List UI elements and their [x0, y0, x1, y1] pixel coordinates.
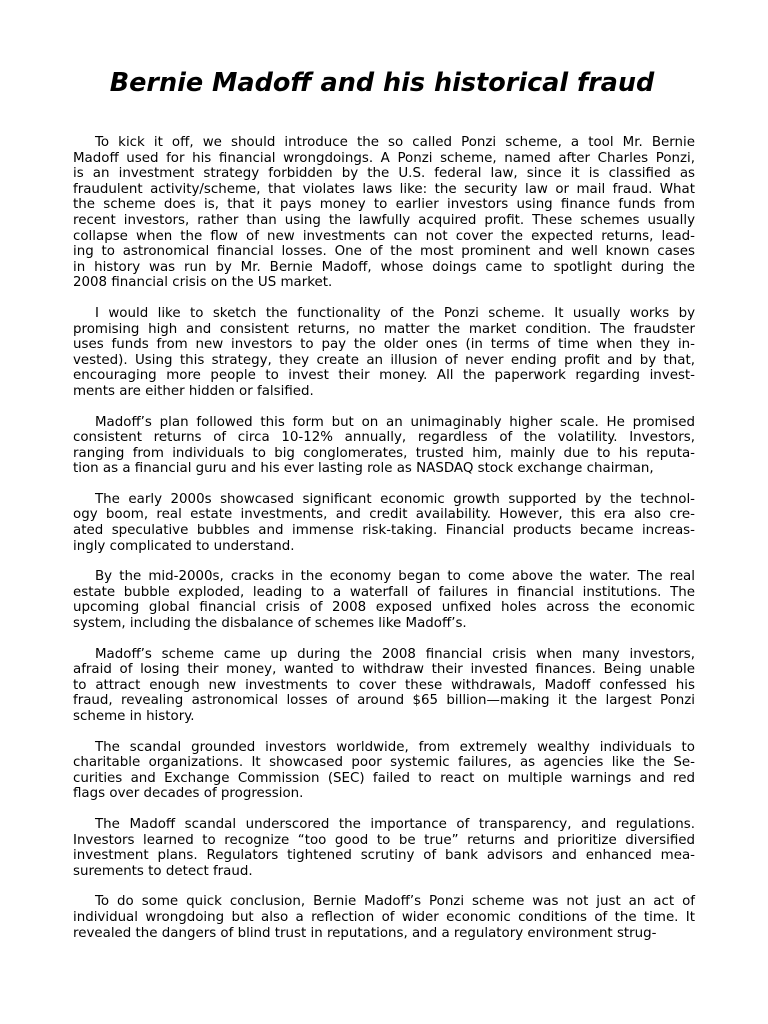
paragraph-line: ingly complicated to understand. [73, 538, 295, 554]
document-title: Bernie Madoff and his historical fraud [109, 68, 655, 98]
paragraph [73, 492, 695, 554]
paragraph-line: investment plans. Regulators tightened scrutiny of bank advisors and enhanced mea- [73, 848, 695, 864]
paragraph-line: system, including the disbalance of schemes like Madoff’s. [73, 616, 467, 632]
paragraph-line: flags over decades of progression. [73, 786, 304, 802]
paragraph [73, 306, 695, 400]
paragraph-line: fraud, revealing astronomical losses of around $65 billion—making it the largest Ponzi [73, 693, 695, 709]
paragraph-line: the scheme does is, that it pays money to earlier investors using finance funds from [73, 197, 695, 213]
paragraph-line: Investors learned to recognize “too good to be true” returns and prioritize diversified [73, 832, 695, 848]
paragraph-line: recent investors, rather than using the lawfully acquired profit. These schemes usually [73, 212, 695, 228]
paragraph-line: The scandal grounded investors worldwide, from extremely wealthy individuals to [95, 739, 695, 755]
paragraph-line: To do some quick conclusion, Bernie Madoff’s Ponzi scheme was not just an act of [95, 894, 695, 910]
paragraph-line: afraid of losing their money, wanted to withdraw their invested finances. Being unable [73, 662, 695, 678]
paragraph-line: upcoming global financial crisis of 2008 exposed unfixed holes across the economic [73, 600, 695, 616]
paragraph-line: individual wrongdoing but also a reflection of wider economic conditions of the time. It [73, 909, 695, 925]
paragraph-line: ranging from individuals to big conglomerates, trusted him, mainly due to his reputa- [73, 445, 695, 461]
paragraph-line: vested). Using this strategy, they create an illusion of never ending profit and by that, [73, 352, 695, 368]
paragraph [73, 569, 695, 631]
paragraph-line: The early 2000s showcased significant economic growth supported by the technol- [95, 491, 695, 507]
paragraph-line: ing to astronomical financial losses. One of the most prominent and well known cases [73, 244, 695, 260]
paragraph [73, 740, 695, 802]
paragraph-line: consistent returns of circa 10-12% annually, regardless of the volatility. Investors, [73, 430, 695, 446]
paragraph-line: promising high and consistent returns, no matter the market condition. The fraudster [73, 321, 695, 337]
paragraph-line: ments are either hidden or falsified. [73, 383, 314, 399]
paragraph-line: scheme in history. [73, 709, 195, 724]
paragraph [73, 415, 695, 477]
paragraph-line: is an investment strategy forbidden by the U.S. federal law, since it is classified as [73, 166, 695, 182]
paragraph [73, 817, 695, 879]
paragraph-line: to attract enough new investments to cover these withdrawals, Madoff confessed his [73, 677, 695, 693]
paragraph-line: To kick it off, we should introduce the so called Ponzi scheme, a tool Mr. Bernie [95, 135, 695, 150]
paragraph-line: charitable organizations. It showcased poor systemic failures, as agencies like the Se- [73, 755, 695, 771]
paragraph-line: ated speculative bubbles and immense risk-taking. Financial products became increas- [73, 523, 695, 539]
paragraph [73, 135, 695, 291]
paragraph-line: Madoff’s scheme came up during the 2008 financial crisis when many investors, [95, 646, 695, 662]
paragraph-line: encouraging more people to invest their money. All the paperwork regarding invest- [73, 368, 695, 384]
paragraph-line: I would like to sketch the functionality of the Ponzi scheme. It usually works by [95, 305, 695, 321]
paragraph-line: Madoff used for his financial wrongdoings. A Ponzi scheme, named after Charles Ponzi, [73, 150, 695, 166]
paragraph-line: revealed the dangers of blind trust in reputations, and a regulatory environment strug- [73, 925, 657, 941]
paragraph-line: curities and Exchange Commission (SEC) failed to react on multiple warnings and red [73, 770, 695, 786]
paragraph-line: ogy boom, real estate investments, and credit availability. However, this era also cre- [73, 507, 695, 523]
paragraph-line: collapse when the flow of new investments can not cover the expected returns, lead- [73, 228, 695, 244]
paragraph-line: fraudulent activity/scheme, that violates laws like: the security law or mail fraud. What [73, 181, 695, 197]
paragraph-line: surements to detect fraud. [73, 863, 253, 879]
paragraph-line: By the mid-2000s, cracks in the economy began to come above the water. The real [95, 569, 695, 585]
document-body [73, 135, 695, 956]
paragraph [73, 894, 695, 941]
paragraph-line: estate bubble exploded, leading to a waterfall of failures in financial institutions. The [73, 584, 695, 600]
paragraph-line: in history was run by Mr. Bernie Madoff, whose doings came to spotlight during the [73, 259, 695, 275]
paragraph [73, 647, 695, 725]
paragraph-line: The Madoff scandal underscored the importance of transparency, and regulations. [95, 816, 695, 832]
paragraph-line: uses funds from new investors to pay the older ones (in terms of time when they in- [73, 337, 695, 353]
paragraph-line: Madoff’s plan followed this form but on an unimaginably higher scale. He promised [95, 414, 695, 430]
paragraph-line: tion as a financial guru and his ever lasting role as NASDAQ stock exchange chairman, [73, 461, 654, 477]
paragraph-line: 2008 financial crisis on the US market. [73, 275, 333, 291]
